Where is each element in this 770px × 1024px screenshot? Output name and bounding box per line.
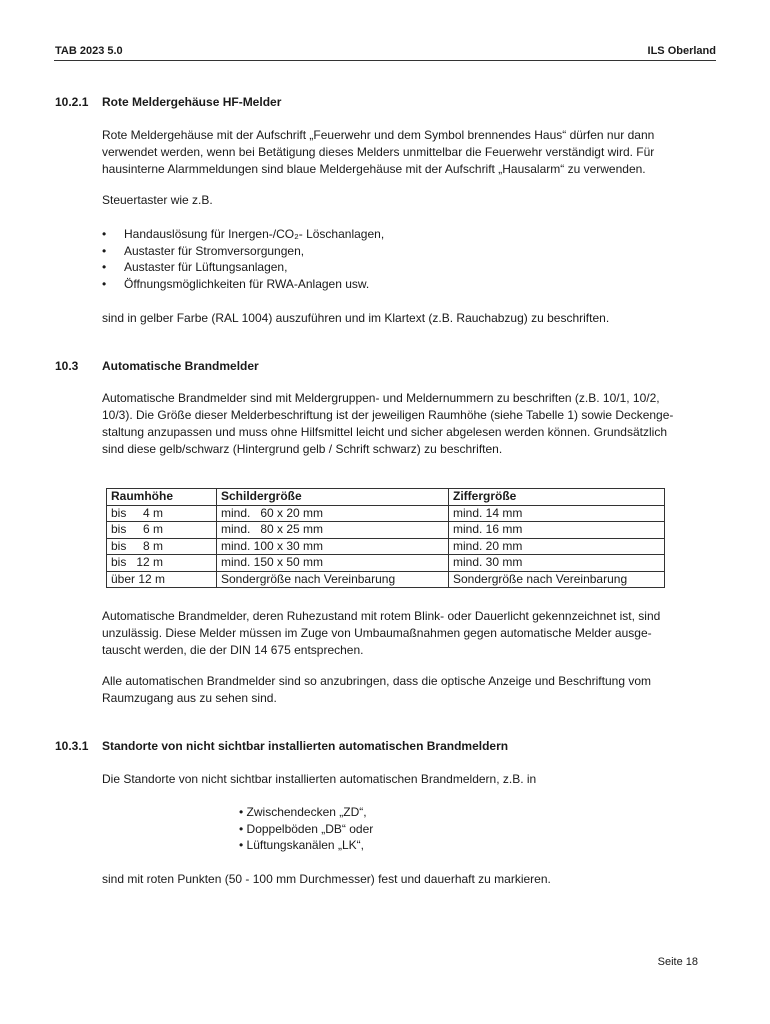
- column-header-sign-size: Schildergröße: [217, 489, 449, 506]
- bullet-list-control-buttons: [102, 226, 384, 292]
- text-line: unzulässig. Diese Melder müssen im Zuge von Umbaumaßnahmen gegen automatische Melder ausge-: [102, 626, 652, 640]
- table-cell: bis 8 m: [107, 538, 217, 555]
- bullet-list-hidden-locations: [239, 804, 373, 854]
- text-line: tauscht werden, die der DIN 14 675 entsprechen.: [102, 643, 364, 657]
- text-line: Rote Meldergehäuse mit der Aufschrift „Feuerwehr und dem Symbol brennendes Haus“ dürfen nur dann: [102, 128, 655, 142]
- table-row: [107, 522, 665, 539]
- text-line: sind diese gelb/schwarz (Hintergrund gelb / Schrift schwarz) zu beschriften.: [102, 442, 503, 456]
- table-header-row: [107, 489, 665, 506]
- header-organization: ILS Oberland: [647, 45, 716, 57]
- paragraph-red-housings: [102, 127, 722, 178]
- section-number-10-2-1: 10.2.1: [55, 95, 89, 109]
- text-line: staltung anzupassen und muss ohne Hilfsmittel leicht und sicher abgelesen werden können. Grundsätzlich: [102, 425, 667, 439]
- paragraph-detector-labeling: [102, 390, 722, 458]
- table-row: [107, 571, 665, 588]
- bullet-icon: •: [102, 243, 107, 258]
- header-divider: [54, 60, 716, 61]
- section-title-automatic-detectors: Automatische Brandmelder: [102, 359, 259, 373]
- table-cell: mind. 14 mm: [449, 505, 665, 522]
- list-item: • Austaster für Lüftungsanlagen,: [102, 260, 288, 274]
- paragraph-red-dots: sind mit roten Punkten (50 - 100 mm Durchmesser) fest und dauerhaft zu markieren.: [102, 872, 551, 886]
- text-line: hausinterne Alarmmeldungen sind blaue Meldergehäuse mit der Aufschrift „Hausalarm“ zu verwenden.: [102, 162, 646, 176]
- list-item: • Zwischendecken „ZD“,: [239, 805, 367, 819]
- table-cell: Sondergröße nach Vereinbarung: [217, 571, 449, 588]
- list-item: • Öffnungsmöglichkeiten für RWA-Anlagen usw.: [102, 276, 370, 291]
- table-row: [107, 505, 665, 522]
- section-number-10-3: 10.3: [55, 359, 79, 373]
- section-title-red-housings: Rote Meldergehäuse HF-Melder: [102, 95, 282, 109]
- column-header-room-height: Raumhöhe: [107, 489, 217, 506]
- paragraph-yellow-color: sind in gelber Farbe (RAL 1004) auszuführen und im Klartext (z.B. Rauchabzug) zu beschriften.: [102, 311, 610, 325]
- table-cell: mind. 30 mm: [449, 555, 665, 572]
- table-cell: bis 12 m: [107, 555, 217, 572]
- table-cell: mind. 150 x 50 mm: [217, 555, 449, 572]
- text-line: verwendet werden, wenn bei Betätigung dieses Melders unmittelbar die Feuerwehr verständigt wird. Für: [102, 145, 655, 159]
- label-size-table: [106, 488, 665, 588]
- bullet-icon: •: [102, 276, 107, 291]
- table-row: [107, 538, 665, 555]
- text-line: 10/3). Die Größe dieser Melderbeschriftung ist der jeweiligen Raumhöhe (siehe Tabelle 1) sowie Deckenge-: [102, 408, 674, 422]
- list-item: • Austaster für Stromversorgungen,: [102, 243, 305, 258]
- header-title: TAB 2023 5.0: [55, 45, 123, 57]
- table-row: [107, 555, 665, 572]
- section-number-10-3-1: 10.3.1: [55, 739, 89, 753]
- column-header-digit-size: Ziffergröße: [449, 489, 665, 506]
- page-number: Seite 18: [657, 956, 698, 968]
- paragraph-blink-detectors: [102, 608, 722, 659]
- text-line: Alle automatischen Brandmelder sind so anzubringen, dass die optische Anzeige und Beschriftung vom: [102, 674, 651, 688]
- bullet-icon: •: [102, 260, 107, 274]
- paragraph-visibility: [102, 673, 722, 707]
- table-cell: über 12 m: [107, 571, 217, 588]
- paragraph-control-buttons-intro: Steuertaster wie z.B.: [102, 193, 213, 207]
- bullet-icon: •: [102, 227, 107, 241]
- text-line: Automatische Brandmelder sind mit Meldergruppen- und Meldernummern zu beschriften (z.B. 10/1, 10/2,: [102, 391, 660, 405]
- list-item: • Lüftungskanälen „LK“,: [239, 838, 364, 852]
- table-cell: bis 6 m: [107, 522, 217, 539]
- table-cell: mind. 80 x 25 mm: [217, 522, 449, 539]
- text-line: Raumzugang aus zu sehen sind.: [102, 691, 277, 705]
- table-cell: bis 4 m: [107, 505, 217, 522]
- table-cell: Sondergröße nach Vereinbarung: [449, 571, 665, 588]
- table-cell: mind. 20 mm: [449, 538, 665, 555]
- table-cell: mind. 16 mm: [449, 522, 665, 539]
- section-title-hidden-detectors: Standorte von nicht sichtbar installierten automatischen Brandmeldern: [102, 739, 509, 753]
- paragraph-hidden-locations-intro: Die Standorte von nicht sichtbar installierten automatischen Brandmeldern, z.B. in: [102, 772, 537, 786]
- table-cell: mind. 100 x 30 mm: [217, 538, 449, 555]
- table-cell: mind. 60 x 20 mm: [217, 505, 449, 522]
- list-item: • Handauslösung für Inergen-/CO₂- Löschanlagen,: [102, 227, 385, 241]
- text-line: Automatische Brandmelder, deren Ruhezustand mit rotem Blink- oder Dauerlicht gekennzeichnet ist, sind: [102, 609, 661, 623]
- list-item: • Doppelböden „DB“ oder: [239, 821, 374, 836]
